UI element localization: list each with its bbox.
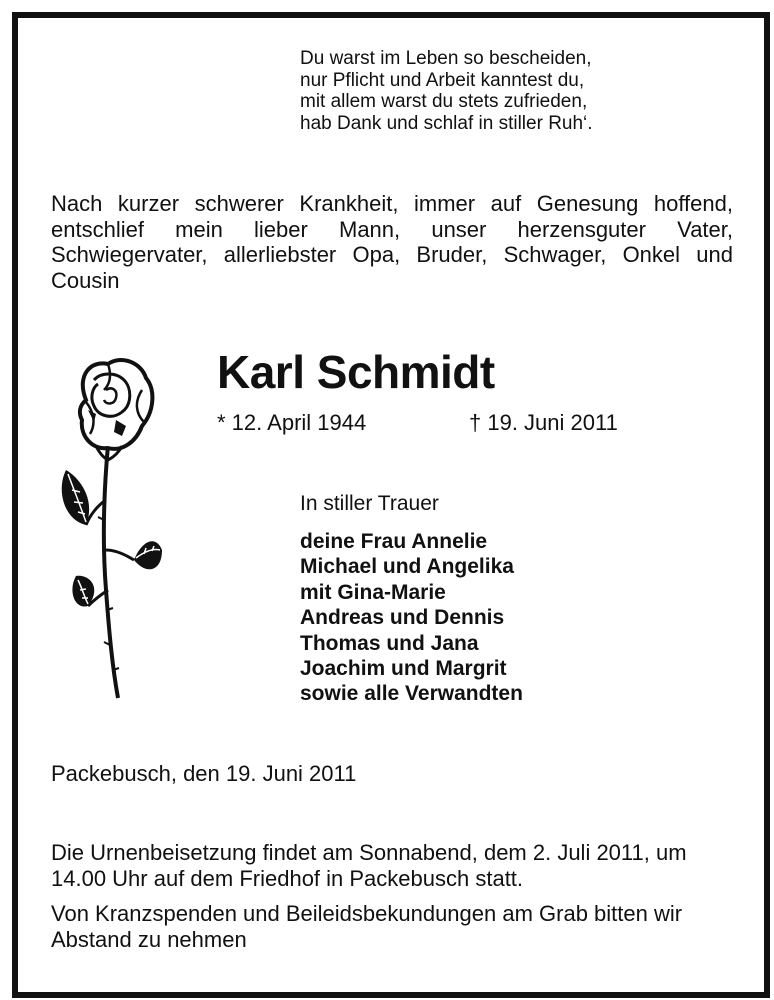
deceased-name: Karl Schmidt	[217, 346, 495, 398]
mourners-list	[300, 529, 523, 707]
poem-line: Du warst im Leben so bescheiden,	[300, 48, 592, 69]
mourner-name: Michael und Angelika	[300, 555, 514, 579]
rose-icon	[46, 350, 162, 700]
poem-line: mit allem warst du stets zufrieden,	[300, 91, 588, 112]
mourner-name: Andreas und Dennis	[300, 606, 505, 630]
death-date: † 19. Juni 2011	[469, 410, 618, 435]
obituary-frame	[12, 12, 770, 998]
poem-line: nur Pflicht und Arbeit kanntest du,	[300, 69, 585, 91]
poem	[300, 48, 593, 134]
intro-text: Nach kurzer schwerer Krankheit, immer auf Genesung hoffend, entschlief mein lieber Mann, unser herzensguter Vater, Schwiegervater, allerliebster Opa, Bruder, Schwager, Onkel und Cousin	[51, 191, 733, 293]
mourner-name: deine Frau Annelie	[300, 530, 488, 553]
poem-line: hab Dank und schlaf in stiller Ruh‘.	[300, 112, 593, 134]
condolence-request: Von Kranzspenden und Beileidsbekundungen am Grab bitten wir Abstand zu nehmen	[51, 901, 683, 952]
mourning-heading: In stiller Trauer	[300, 492, 439, 515]
birth-date: * 12. April 1944	[217, 410, 367, 435]
funeral-notice: Die Urnenbeisetzung findet am Sonnabend, dem 2. Juli 2011, um 14.00 Uhr auf dem Friedhof in Packebusch statt.	[51, 840, 687, 891]
mourner-name: sowie alle Verwandten	[300, 682, 523, 706]
mourner-name: Thomas und Jana	[300, 631, 479, 655]
mourner-name: Joachim und Margrit	[300, 657, 507, 681]
place-date: Packebusch, den 19. Juni 2011	[51, 761, 357, 786]
mourner-name: mit Gina-Marie	[300, 580, 446, 604]
